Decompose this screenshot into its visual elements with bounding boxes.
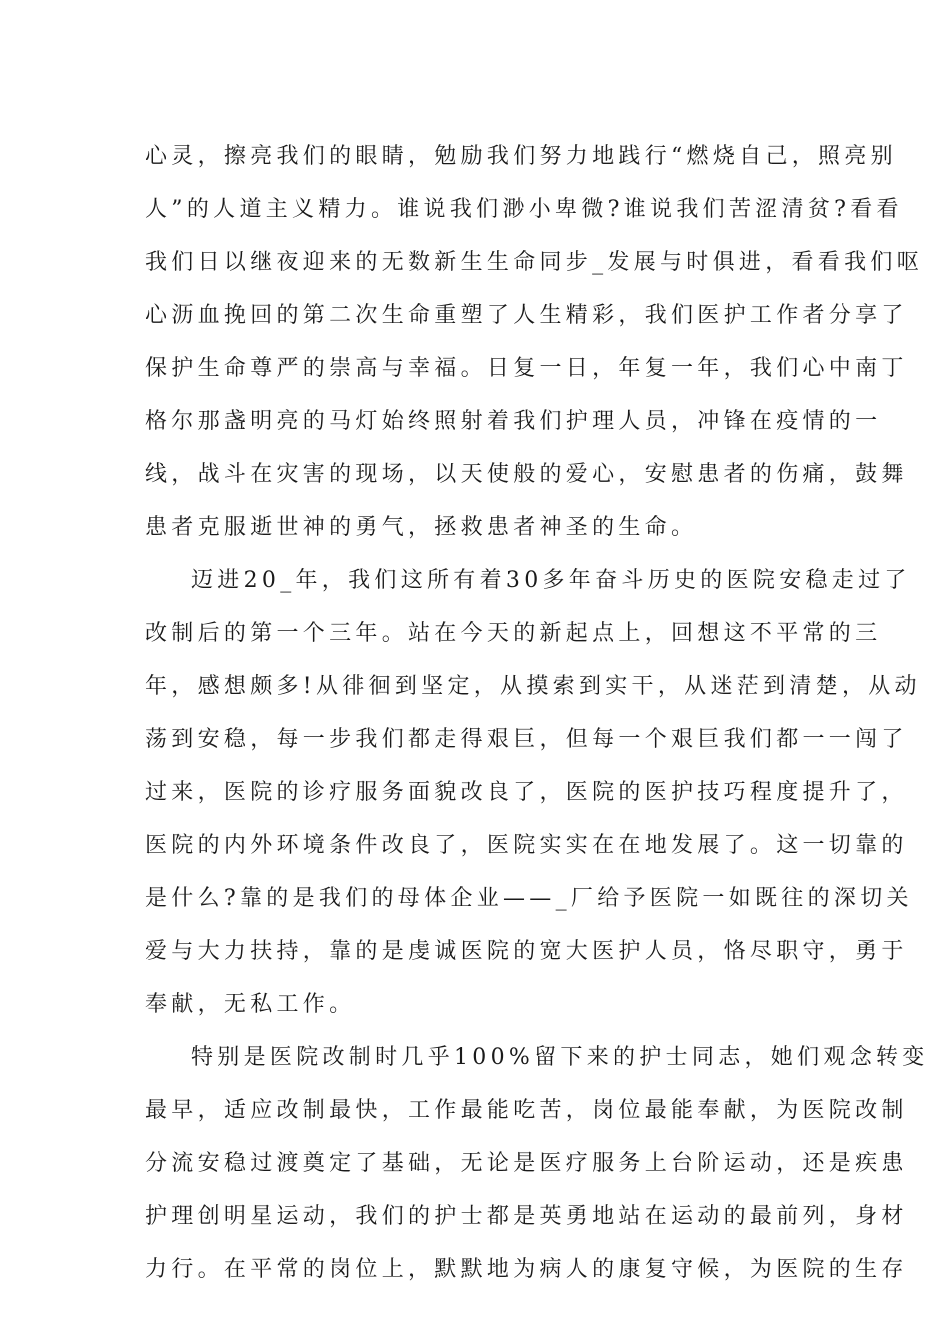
text-line: 力行。在平常的岗位上，默默地为病人的康复守候，为医院的生存 [145, 1257, 908, 1282]
text-line: 迈进20_年，我们这所有着30多年奋斗历史的医院安稳走过了 [191, 568, 911, 593]
text-line: 我们日以继夜迎来的无数新生生命同步_发展与时俱进，看看我们呕 [145, 250, 924, 275]
paragraph-1 [145, 130, 924, 554]
text-line: 护理创明星运动，我们的护士都是英勇地站在运动的最前列，身材 [145, 1204, 908, 1229]
text-line: 荡到安稳，每一步我们都走得艰巨，但每一个艰巨我们都一一闯了 [145, 727, 908, 752]
text-line: 最早，适应改制最快，工作最能吃苦，岗位最能奉献，为医院改制 [145, 1098, 908, 1123]
text-line: 医院的内外环境条件改良了，医院实实在在地发展了。这一切靠的 [145, 833, 908, 858]
text-line: 改制后的第一个三年。站在今天的新起点上，回想这不平常的三 [145, 621, 882, 646]
text-line: 分流安稳过渡奠定了基础，无论是医疗服务上台阶运动，还是疾患 [145, 1151, 908, 1176]
text-line: 格尔那盏明亮的马灯始终照射着我们护理人员，冲锋在疫情的一 [145, 409, 882, 434]
text-line: 心灵，擦亮我们的眼睛，勉励我们努力地践行“燃烧自己，照亮别 [145, 144, 897, 169]
text-line: 爱与大力扶持，靠的是虔诚医院的宽大医护人员，恪尽职守，勇于 [145, 939, 908, 964]
text-line: 奉献，无私工作。 [145, 992, 356, 1017]
paragraph-3 [145, 1031, 929, 1296]
text-line: 年，感想颇多!从徘徊到坚定，从摸索到实干，从迷茫到清楚，从动 [145, 674, 921, 699]
text-line: 特别是医院改制时几乎100%留下来的护士同志，她们观念转变 [191, 1045, 929, 1070]
text-line: 心沥血挽回的第二次生命重塑了人生精彩，我们医护工作者分享了 [145, 303, 908, 328]
text-line: 患者克服逝世神的勇气，拯救患者神圣的生命。 [145, 515, 698, 540]
text-line: 线，战斗在灾害的现场，以天使般的爱心，安慰患者的伤痛，鼓舞 [145, 462, 908, 487]
body-text [145, 130, 929, 1296]
text-line: 人”的人道主义精力。谁说我们渺小卑微?谁说我们苦涩清贫?看看 [145, 197, 903, 222]
text-line: 保护生命尊严的崇高与幸福。日复一日，年复一年，我们心中南丁 [145, 356, 908, 381]
text-line: 是什么?靠的是我们的母体企业——_厂给予医院一如既往的深切关 [145, 886, 913, 911]
paragraph-2 [145, 554, 921, 1031]
text-line: 过来，医院的诊疗服务面貌改良了，医院的医护技巧程度提升了， [145, 780, 908, 805]
